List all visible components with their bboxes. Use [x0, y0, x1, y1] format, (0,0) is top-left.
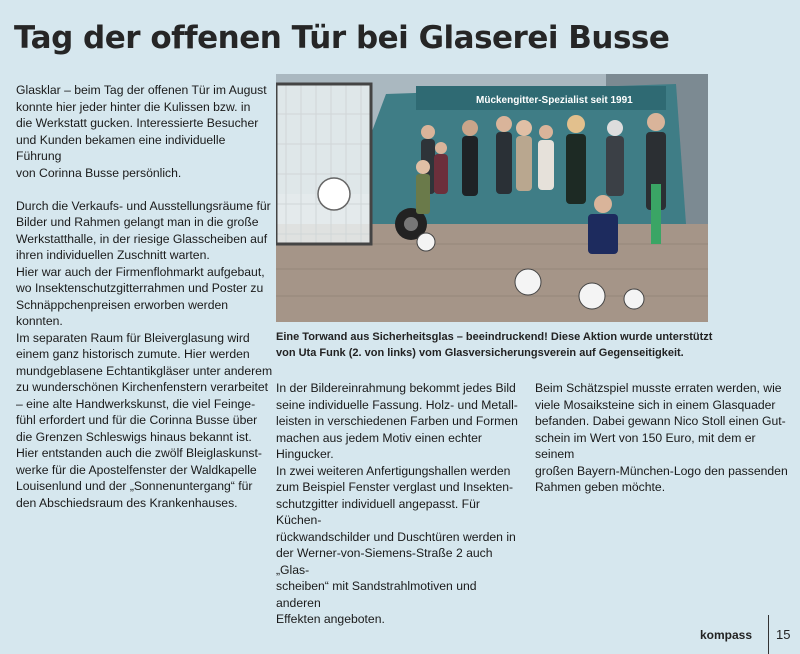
text-line: den Abschiedsraum des Krankenhauses.: [16, 495, 238, 510]
text-line: mundgeblasene Echtantikgläser unter anderem: [16, 363, 273, 378]
page-number: 15: [776, 627, 791, 642]
text-line: machen aus jedem Motiv einen echter Hingucker.: [276, 430, 482, 461]
caption-line: Eine Torwand aus Sicherheitsglas – beeindruckend! Diese Aktion wurde unterstützt: [276, 331, 713, 343]
article-column-1: [16, 82, 274, 511]
text-line: zu wunderschönen Kirchenfenstern verarbeitet: [16, 380, 269, 394]
text-line: Hier war auch der Firmenflohmarkt aufgebaut,: [16, 264, 265, 279]
text-line: Bilder und Rahmen gelangt man in die große: [16, 215, 259, 229]
text-line: zum Beispiel Fenster verglast und Insekten-: [276, 480, 514, 494]
text-line: befanden. Dabei gewann Nico Stoll einen Gut-: [535, 414, 786, 428]
text-line: schutzgitter individuell angepasst. Für Küchen-: [276, 496, 480, 527]
text-line: In zwei weiteren Anfertigungshallen werden: [276, 463, 511, 478]
van-lettering: Mückengitter-Spezialist seit 1991: [476, 95, 633, 106]
text-line: einem ganz historisch zumute. Hier werden: [16, 347, 250, 361]
text-line: Werkstatthalle, in der riesige Glasscheiben auf: [16, 231, 268, 246]
article-column-3: [535, 380, 790, 496]
caption-line: von Uta Funk (2. von links) vom Glasversicherungsverein auf Gegenseitigkeit.: [276, 347, 684, 359]
text-line: Rahmen geben möchte.: [535, 480, 666, 494]
footer-divider: [768, 615, 769, 654]
text-line: die Grenzen Schleswigs hinaus bekannt ist.: [16, 429, 252, 444]
text-line: und Kunden bekamen eine individuelle Führung: [16, 132, 226, 163]
text-line: Im separaten Raum für Bleiverglasung wird: [16, 330, 250, 345]
text-line: die Werkstatt gucken. Interessierte Besucher: [16, 116, 259, 130]
text-line: wo Insektenschutzgitterrahmen und Poster zu: [16, 281, 264, 295]
text-line: großen Bayern-München-Logo den passenden: [535, 463, 788, 478]
text-line: fühl erfordert und für die Corinna Busse über: [16, 413, 258, 427]
text-line: von Corinna Busse persönlich.: [16, 165, 182, 180]
text-line: seine individuelle Fassung. Holz- und Metall-: [276, 397, 518, 412]
text-line: der Werner-von-Siemens-Straße 2 auch „Glas-: [276, 546, 493, 577]
article-column-2: [276, 380, 521, 628]
text-line: leisten in verschiedenen Farben und Formen: [276, 414, 518, 428]
photo-caption: [276, 329, 776, 361]
text-line: Hier entstanden auch die zwölf Bleiglaskunst-: [16, 446, 262, 460]
text-line: Louisenlund und der „Sonnenuntergang“ für: [16, 479, 253, 493]
text-line: Effekten angeboten.: [276, 612, 385, 626]
article-title: Tag der offenen Tür bei Glaserei Busse: [14, 20, 670, 56]
text-line: Glasklar – beim Tag der offenen Tür im August: [16, 83, 267, 97]
text-line: werke für die Apostelfenster der Waldkapelle: [16, 462, 257, 477]
text-line: viele Mosaiksteine sich in einem Glasquader: [535, 397, 776, 412]
text-line: – eine alte Handwerkskunst, die viel Feinge-: [16, 396, 256, 411]
text-line: Beim Schätzspiel musste erraten werden, wie: [535, 381, 782, 395]
magazine-brand: kompass: [700, 628, 753, 642]
text-line: ihren individuellen Zuschnitt warten.: [16, 248, 210, 262]
text-line: Schnäppchenpreisen erworben werden konnten.: [16, 297, 229, 328]
text-line: In der Bildereinrahmung bekommt jedes Bild: [276, 381, 516, 395]
article-photo: [276, 74, 708, 322]
text-line: Durch die Verkaufs- und Ausstellungsräume für: [16, 198, 271, 213]
text-line: rückwandschilder und Duschtüren werden in: [276, 529, 516, 544]
text-line: konnte hier jeder hinter die Kulissen bzw. in: [16, 99, 251, 114]
text-line: scheiben“ mit Sandstrahlmotiven und anderen: [276, 579, 477, 610]
text-line: schein im Wert von 150 Euro, mit dem er seinem: [535, 430, 756, 461]
